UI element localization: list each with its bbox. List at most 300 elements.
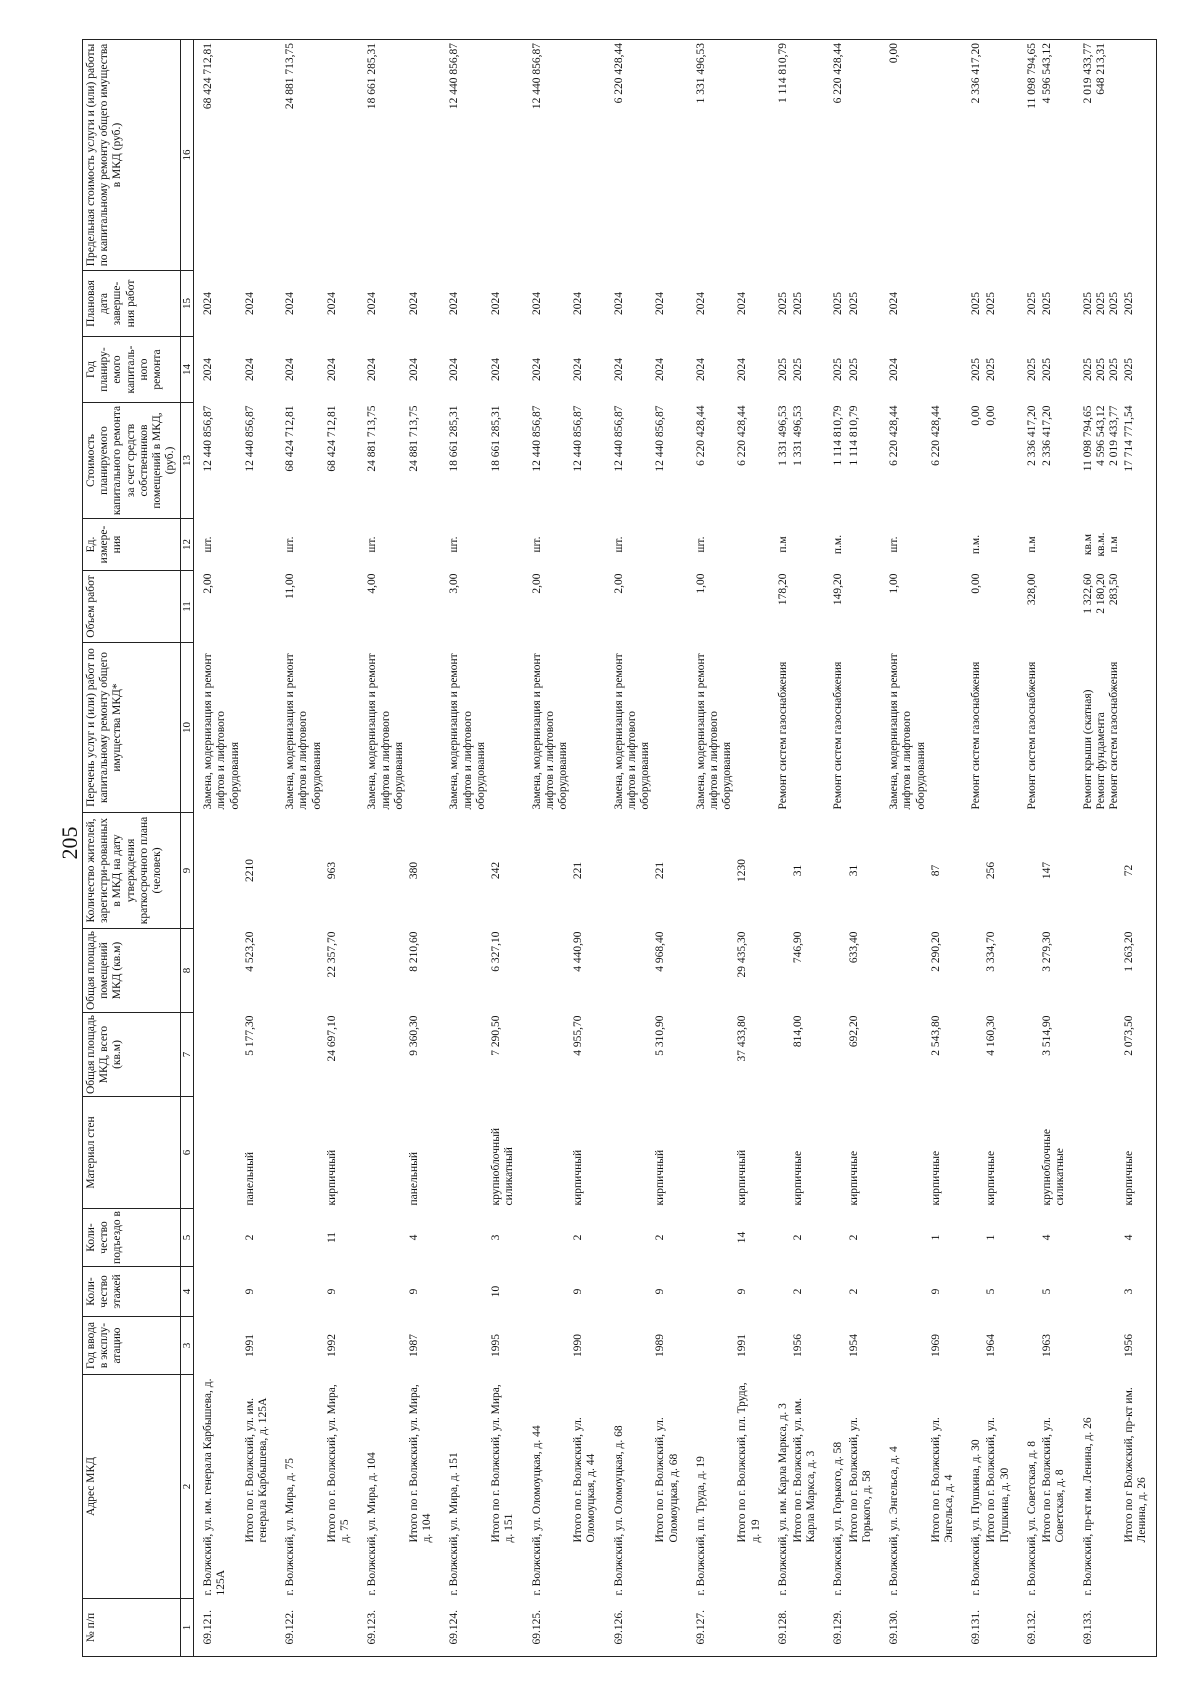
works-list-cell <box>1040 643 1073 813</box>
repair-year-cell: 2024 <box>694 358 707 381</box>
rotated-table-container <box>82 40 1162 1657</box>
total-area-cell <box>523 1013 572 1097</box>
max-cost-cell: 1 331 496,53 <box>687 40 736 271</box>
commissioning-year-cell: 1987 <box>408 1334 421 1357</box>
wall-material-cell: кирпичные <box>1122 1097 1156 1209</box>
repair-cost-cell: 68 424 712,81 <box>284 405 297 472</box>
row-number-cell: 69.131. <box>962 1599 984 1657</box>
completion-date-cell: 2024 <box>694 292 707 315</box>
address-cell: г. Волжский, пл. Труда, д. 19 <box>694 1456 707 1596</box>
completion-date-cell: 2025 <box>1025 292 1038 315</box>
repair-year-cell: 2024 <box>243 358 256 381</box>
residents-cell: 87 <box>929 864 942 877</box>
work-volume-cell: 0,00 <box>970 573 983 594</box>
completion-date-cell: 2025 2025 2025 <box>1081 292 1120 315</box>
works-list-cell <box>407 643 440 813</box>
commissioning-year-cell: 1956 <box>1122 1317 1156 1375</box>
repair-year-cell: 2024 <box>448 358 461 381</box>
address-cell: Итого по г. Волжский, ул. им. генерала Карбышева, д. 125А <box>243 1397 270 1543</box>
entrances-cell: 2 <box>654 1234 667 1241</box>
floors-cell <box>440 1267 489 1317</box>
commissioning-year-cell <box>824 1317 846 1375</box>
wall-material-cell <box>962 1097 984 1209</box>
max-cost-cell <box>571 40 604 271</box>
completion-date-cell: 2024 <box>612 292 625 315</box>
repair-year-cell: 2024 <box>612 358 625 381</box>
floors-cell <box>194 1267 243 1317</box>
address-cell: г. Волжский, ул. Мира, д. 104 <box>366 1452 379 1596</box>
completion-date-cell: 2024 <box>202 292 215 315</box>
table-body <box>194 40 1156 1657</box>
wall-material-cell: кирпичный <box>736 1149 749 1206</box>
works-list-cell <box>489 643 522 813</box>
repair-year-cell: 2024 <box>654 358 667 381</box>
max-cost-cell <box>929 40 962 271</box>
unit-cell: шт. <box>694 536 707 553</box>
premises-area-cell <box>962 929 984 1013</box>
table-row <box>523 40 572 1657</box>
repair-cost-cell: 12 440 856,87 <box>530 405 543 472</box>
row-number-cell: 69.122. <box>276 1599 325 1657</box>
header-cell: Материал стен <box>83 1097 181 1209</box>
work-volume-cell <box>653 571 686 643</box>
repair-year-cell: 2024 <box>490 358 503 381</box>
max-cost-cell: 0,00 <box>880 40 929 271</box>
commissioning-year-cell <box>440 1317 489 1375</box>
total-row <box>407 40 440 1657</box>
entrances-cell <box>605 1209 654 1267</box>
floors-cell <box>276 1267 325 1317</box>
unit-cell: шт. <box>202 536 215 553</box>
works-list-cell: Замена, модернизация и ремонт лифтов и лифтового оборудования <box>888 653 927 810</box>
work-volume-cell <box>847 571 880 643</box>
address-cell: Итого по г. Волжский, ул. Оломоуцкая, д. 44 <box>572 1417 598 1543</box>
total-row <box>735 40 768 1657</box>
entrances-cell <box>440 1209 489 1267</box>
completion-date-cell: 2025 <box>832 292 845 315</box>
header-cell: Плановая дата заверше-ния работ <box>83 271 181 337</box>
commissioning-year-cell: 1990 <box>572 1334 585 1357</box>
premises-area-cell <box>687 929 736 1013</box>
table-row <box>962 40 984 1657</box>
unit-cell: кв.м кв.м. п.м <box>1081 532 1120 557</box>
premises-area-cell: 4 523,20 <box>243 931 256 972</box>
residents-cell: 963 <box>325 861 338 880</box>
max-cost-cell <box>735 40 768 271</box>
wall-material-cell: крупноблочный силикатный <box>490 1127 516 1206</box>
works-list-cell: Замена, модернизация и ремонт лифтов и лифтового оборудования <box>202 653 241 810</box>
wall-material-cell: крупноблочные силикатные <box>1041 1128 1067 1206</box>
total-area-cell <box>824 1013 846 1097</box>
unit-cell <box>791 519 824 571</box>
floors-cell <box>605 1267 654 1317</box>
column-number: 5 <box>180 1209 194 1267</box>
work-volume-cell <box>1122 571 1156 643</box>
entrances-cell: 4 <box>1041 1234 1054 1241</box>
column-number: 8 <box>180 929 194 1013</box>
works-list-cell: Ремонт систем газоснабжения <box>776 661 789 810</box>
total-row <box>1122 40 1156 1657</box>
header-cell: Перечень услуг и (или) работ по капитальному ремонту общего имущества МКД* <box>83 643 181 813</box>
commissioning-year-cell <box>1018 1317 1040 1375</box>
max-cost-cell <box>407 40 440 271</box>
repair-cost-cell: 12 440 856,87 <box>572 405 585 472</box>
total-area-cell: 5 177,30 <box>243 1015 256 1056</box>
total-row <box>929 40 962 1657</box>
total-area-cell: 37 433,80 <box>736 1015 749 1062</box>
row-number-cell: 69.129. <box>824 1599 846 1657</box>
table-row <box>440 40 489 1657</box>
repair-cost-cell: 12 440 856,87 <box>243 405 256 472</box>
total-area-cell <box>880 1013 929 1097</box>
floors-cell: 9 <box>408 1288 421 1295</box>
total-area-cell <box>194 1013 243 1097</box>
work-volume-cell: 178,20 <box>776 573 789 606</box>
premises-area-cell: 22 357,70 <box>325 931 338 978</box>
premises-area-cell <box>194 929 243 1013</box>
completion-date-cell: 2024 <box>325 292 338 315</box>
completion-date-cell: 2025 <box>1041 292 1054 315</box>
residents-cell <box>880 813 929 929</box>
address-cell: г. Волжский, ул. Энгельса, д. 4 <box>888 1446 901 1596</box>
floors-cell: 9 <box>243 1288 256 1295</box>
total-row <box>1040 40 1073 1657</box>
total-area-cell: 692,20 <box>847 1015 860 1048</box>
entrances-cell <box>880 1209 929 1267</box>
floors-cell: 9 <box>572 1288 585 1295</box>
unit-cell <box>984 519 1017 571</box>
header-row <box>83 40 181 1657</box>
wall-material-cell: кирпичные <box>929 1150 942 1206</box>
total-row <box>791 40 824 1657</box>
completion-date-cell: 2025 <box>985 292 998 315</box>
row-number-cell: 69.121. <box>194 1599 243 1657</box>
floors-cell <box>523 1267 572 1317</box>
column-number: 10 <box>180 643 194 813</box>
repair-year-cell: 2025 <box>985 358 998 381</box>
work-volume-cell: 2,00 <box>530 573 543 594</box>
works-list-cell: Замена, модернизация и ремонт лифтов и лифтового оборудования <box>694 653 734 810</box>
header-cell: Объем работ <box>83 571 181 643</box>
total-row <box>984 40 1017 1657</box>
table-row <box>824 40 846 1657</box>
max-cost-cell <box>489 40 522 271</box>
address-cell: Итого по г. Волжский, ул. Советская, д. 8 <box>1041 1417 1067 1543</box>
premises-area-cell: 29 435,30 <box>736 931 749 978</box>
commissioning-year-cell <box>523 1317 572 1375</box>
max-cost-cell: 2 336 417,20 <box>962 40 984 271</box>
page-number: 205 <box>57 826 82 860</box>
unit-cell <box>1040 519 1073 571</box>
wall-material-cell <box>276 1097 325 1209</box>
premises-area-cell <box>276 929 325 1013</box>
repair-year-cell: 2025 <box>1041 358 1054 381</box>
unit-cell: п.м. <box>832 534 845 555</box>
floors-cell <box>880 1267 929 1317</box>
address-cell: г. Волжский, ул. Пушкина, д. 30 <box>970 1439 983 1596</box>
completion-date-cell: 2025 <box>776 292 789 315</box>
work-volume-cell <box>571 571 604 643</box>
repair-cost-cell: 1 114 810,79 <box>832 405 845 466</box>
max-cost-cell: 68 424 712,81 <box>194 40 243 271</box>
entrances-cell: 3 <box>490 1234 503 1241</box>
completion-date-cell: 2024 <box>408 292 421 315</box>
commissioning-year-cell: 1963 <box>1041 1334 1054 1357</box>
total-area-cell: 9 360,30 <box>408 1015 421 1056</box>
row-number-cell: 69.130. <box>880 1599 929 1657</box>
unit-cell: шт. <box>888 536 901 553</box>
works-list-cell <box>571 643 604 813</box>
total-area-cell: 5 310,90 <box>654 1015 667 1056</box>
commissioning-year-cell: 1956 <box>792 1334 805 1357</box>
address-cell: Итого по г. Волжский, ул. Горького, д. 58 <box>847 1417 873 1543</box>
works-list-cell <box>929 643 962 813</box>
total-row <box>847 40 880 1657</box>
table-row <box>687 40 736 1657</box>
commissioning-year-cell: 1991 <box>243 1334 256 1357</box>
table-row <box>1074 40 1123 1657</box>
repair-cost-cell: 24 881 713,75 <box>408 405 421 472</box>
entrances-cell: 4 <box>1122 1209 1156 1267</box>
commissioning-year-cell: 1995 <box>490 1334 503 1357</box>
wall-material-cell <box>440 1097 489 1209</box>
table-row <box>880 40 929 1657</box>
premises-area-cell: 6 327,10 <box>490 931 503 972</box>
unit-cell <box>929 519 962 571</box>
wall-material-cell: панельный <box>243 1151 256 1206</box>
floors-cell: 5 <box>985 1288 998 1295</box>
premises-area-cell <box>358 929 407 1013</box>
total-area-cell: 4 160,30 <box>985 1015 998 1056</box>
completion-date-cell: 2024 <box>572 292 585 315</box>
residents-cell: 221 <box>572 861 585 880</box>
entrances-cell: 2 <box>792 1234 805 1241</box>
unit-cell: п.м <box>776 536 789 553</box>
commissioning-year-cell <box>880 1317 929 1375</box>
wall-material-cell <box>605 1097 654 1209</box>
entrances-cell: 2 <box>847 1234 860 1241</box>
commissioning-year-cell <box>605 1317 654 1375</box>
completion-date-cell: 2024 <box>530 292 543 315</box>
entrances-cell <box>687 1209 736 1267</box>
column-number: 15 <box>180 271 194 337</box>
residents-cell <box>687 813 736 929</box>
works-list-cell <box>653 643 686 813</box>
work-volume-cell: 149,20 <box>832 573 845 606</box>
wall-material-cell <box>1018 1097 1040 1209</box>
commissioning-year-cell <box>194 1317 243 1375</box>
row-number-cell <box>791 1599 824 1657</box>
work-volume-cell: 3,00 <box>448 573 461 594</box>
total-area-cell: 2 543,80 <box>929 1015 942 1056</box>
residents-cell <box>962 813 984 929</box>
completion-date-cell: 2024 <box>654 292 667 315</box>
max-cost-cell <box>325 40 358 271</box>
row-number-cell <box>1040 1599 1073 1657</box>
work-volume-cell: 1 322,60 2 180,20 283,50 <box>1081 573 1120 614</box>
address-cell: Итого по г. Волжский, ул. Мира, д. 75 <box>325 1384 352 1543</box>
total-area-cell <box>276 1013 325 1097</box>
repair-cost-cell: 68 424 712,81 <box>325 405 338 472</box>
premises-area-cell: 4 440,90 <box>572 931 585 972</box>
work-volume-cell: 11,00 <box>284 573 297 599</box>
row-number-cell: 69.127. <box>687 1599 736 1657</box>
works-list-cell: Замена, модернизация и ремонт лифтов и лифтового оборудования <box>612 653 652 810</box>
entrances-cell <box>962 1209 984 1267</box>
row-number-cell <box>984 1599 1017 1657</box>
premises-area-cell: 633,40 <box>847 931 860 964</box>
table-row <box>1018 40 1040 1657</box>
column-number: 3 <box>180 1317 194 1375</box>
row-number-cell: 69.126. <box>605 1599 654 1657</box>
entrances-cell <box>1074 1209 1123 1267</box>
works-list-cell: Замена, модернизация и ремонт лифтов и лифтового оборудования <box>530 653 569 810</box>
table-row <box>769 40 791 1657</box>
floors-cell: 2 <box>792 1288 805 1295</box>
work-volume-cell <box>489 571 522 643</box>
floors-cell <box>1074 1267 1123 1317</box>
address-cell: г. Волжский, ул. Мира, д. 75 <box>284 1458 297 1596</box>
entrances-cell: 2 <box>572 1234 585 1241</box>
header-cell: Количество жителей, зарегистри-рованных в МКД на дату утверждения краткосрочного плана (человек) <box>83 813 181 929</box>
row-number-cell <box>243 1599 276 1657</box>
premises-area-cell <box>880 929 929 1013</box>
premises-area-cell <box>769 929 791 1013</box>
residents-cell: 2210 <box>243 859 256 882</box>
wall-material-cell: кирпичный <box>654 1149 667 1206</box>
entrances-cell <box>358 1209 407 1267</box>
max-cost-cell: 2 019 433,77 648 213,31 <box>1074 40 1123 271</box>
works-list-cell: Ремонт крыши (скатная) Ремонт фундамента Ремонт систем газоснабжения <box>1081 661 1120 810</box>
residents-cell: 221 <box>654 861 667 880</box>
address-cell: г. Волжский, ул. Оломоуцкая, д. 44 <box>530 1425 543 1596</box>
works-list-cell <box>791 643 824 813</box>
residents-cell <box>523 813 572 929</box>
header-cell: Год ввода в эксплу-атацию <box>83 1317 181 1375</box>
work-volume-cell <box>407 571 440 643</box>
total-area-cell <box>769 1013 791 1097</box>
unit-cell <box>243 519 276 571</box>
commissioning-year-cell <box>1074 1317 1123 1375</box>
total-row <box>243 40 276 1657</box>
max-cost-cell <box>984 40 1017 271</box>
max-cost-cell: 6 220 428,44 <box>605 40 654 271</box>
residents-cell: 147 <box>1041 861 1054 880</box>
commissioning-year-cell <box>769 1317 791 1375</box>
repair-cost-cell: 1 331 496,53 <box>776 405 789 466</box>
completion-date-cell: 2024 <box>366 292 379 315</box>
column-number: 11 <box>180 571 194 643</box>
works-list-cell: Ремонт систем газоснабжения <box>832 661 845 810</box>
repair-cost-cell: 2 336 417,20 <box>1025 405 1038 466</box>
address-cell: г. Волжский, пр-кт им. Ленина, д. 26 <box>1081 1417 1094 1596</box>
commissioning-year-cell: 1991 <box>736 1334 749 1357</box>
entrances-cell <box>769 1209 791 1267</box>
max-cost-cell <box>847 40 880 271</box>
repair-cost-cell: 24 881 713,75 <box>366 405 379 472</box>
wall-material-cell <box>880 1097 929 1209</box>
wall-material-cell: панельный <box>408 1151 421 1206</box>
header-cell: Коли-чество этажей <box>83 1267 181 1317</box>
total-area-cell <box>687 1013 736 1097</box>
header-cell: Предельная стоимость услуги и (или) работы по капитальному ремонту общего имущества в МКД (руб.) <box>83 40 181 271</box>
column-number: 12 <box>180 519 194 571</box>
row-number-cell <box>407 1599 440 1657</box>
repair-cost-cell: 6 220 428,44 <box>736 405 749 466</box>
premises-area-cell <box>824 929 846 1013</box>
residents-cell <box>605 813 654 929</box>
column-number: 16 <box>180 40 194 271</box>
repair-year-cell: 2025 <box>847 358 860 381</box>
repair-cost-cell: 17 714 771,54 <box>1122 403 1156 519</box>
repair-year-cell: 2024 <box>572 358 585 381</box>
residents-cell <box>1018 813 1040 929</box>
address-cell: Итого по г. Волжский, ул. Энгельса, д. 4 <box>929 1417 956 1543</box>
address-cell: г. Волжский, ул. Мира, д. 151 <box>448 1452 461 1596</box>
premises-area-cell: 4 968,40 <box>654 931 667 972</box>
total-area-cell: 814,00 <box>792 1015 805 1048</box>
repair-year-cell: 2024 <box>530 358 543 381</box>
residents-cell: 1230 <box>736 859 749 882</box>
premises-area-cell <box>1074 929 1123 1013</box>
wall-material-cell <box>1074 1097 1123 1209</box>
floors-cell <box>358 1267 407 1317</box>
max-cost-cell: 18 661 285,31 <box>358 40 407 271</box>
repair-year-cell: 2025 <box>1025 358 1038 381</box>
work-volume-cell <box>735 571 768 643</box>
column-number: 7 <box>180 1013 194 1097</box>
total-row <box>489 40 522 1657</box>
repair-year-cell: 2025 <box>776 358 789 381</box>
wall-material-cell <box>523 1097 572 1209</box>
max-cost-cell <box>653 40 686 271</box>
work-volume-cell: 4,00 <box>366 573 379 594</box>
total-area-cell: 3 514,90 <box>1041 1015 1054 1056</box>
unit-cell <box>489 519 522 571</box>
premises-area-cell <box>523 929 572 1013</box>
entrances-cell: 1 <box>985 1234 998 1241</box>
max-cost-cell <box>791 40 824 271</box>
row-number-cell <box>847 1599 880 1657</box>
commissioning-year-cell: 1989 <box>654 1334 667 1357</box>
entrances-cell: 11 <box>325 1231 338 1244</box>
wall-material-cell: кирпичные <box>847 1150 860 1206</box>
residents-cell: 31 <box>847 864 860 877</box>
completion-date-cell: 2024 <box>284 292 297 315</box>
header-cell: № п/п <box>83 1599 181 1657</box>
wall-material-cell <box>824 1097 846 1209</box>
works-list-cell: Замена, модернизация и ремонт лифтов и лифтового оборудования <box>366 653 405 810</box>
residents-cell: 31 <box>792 864 805 877</box>
work-volume-cell <box>243 571 276 643</box>
repair-year-cell: 2024 <box>325 358 338 381</box>
works-list-cell: Замена, модернизация и ремонт лифтов и лифтового оборудования <box>284 653 323 810</box>
column-number: 2 <box>180 1375 194 1599</box>
address-cell: г. Волжский, ул. Горького, д. 58 <box>832 1441 845 1596</box>
unit-cell: шт. <box>612 536 625 553</box>
commissioning-year-cell: 1954 <box>847 1334 860 1357</box>
commissioning-year-cell <box>687 1317 736 1375</box>
address-cell: г. Волжский, ул. им. Карла Маркса, д. 3 <box>776 1403 789 1596</box>
premises-area-cell <box>605 929 654 1013</box>
max-cost-cell: 11 098 794,65 <box>1018 40 1040 271</box>
repair-cost-cell: 11 098 794,65 4 596 543,12 2 019 433,77 <box>1081 405 1120 472</box>
repair-year-cell: 2025 <box>832 358 845 381</box>
premises-area-cell: 1 263,20 <box>1122 929 1156 1013</box>
residents-cell <box>194 813 243 929</box>
floors-cell: 5 <box>1041 1288 1054 1295</box>
unit-cell: шт. <box>530 536 543 553</box>
